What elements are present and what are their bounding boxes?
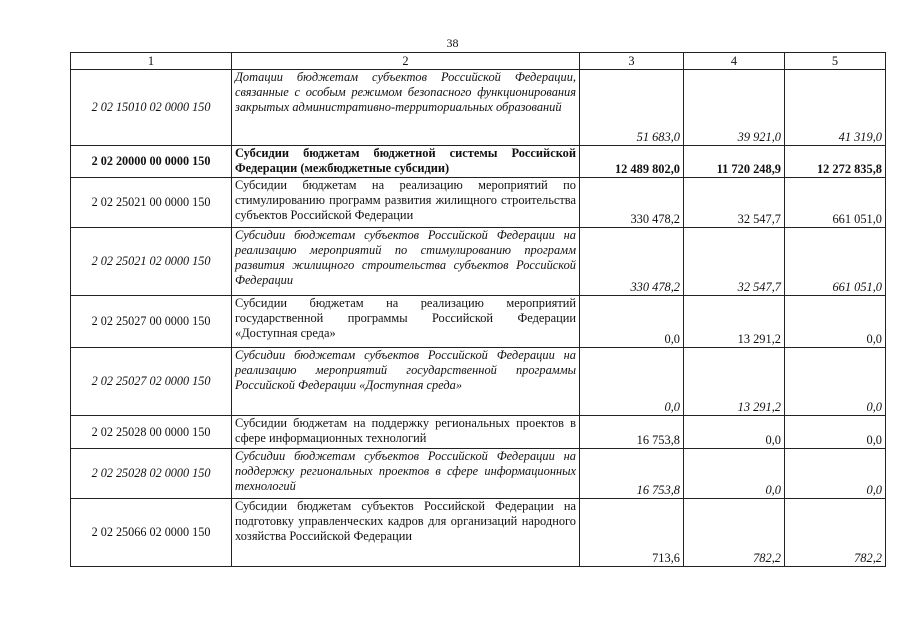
page-number: 38	[446, 36, 459, 50]
amount-cell-col4: 32 547,7	[684, 228, 785, 296]
amount-cell-col4: 782,2	[684, 499, 785, 567]
table-row	[71, 296, 886, 348]
table-row	[71, 348, 886, 416]
amount-cell-col5: 0,0	[785, 449, 886, 499]
amount-cell-col3: 16 753,8	[580, 449, 684, 499]
item-name-cell: Субсидии бюджетам субъектов Российской Федерации на реализацию мероприятий по стимулированию программ развития жилищного строительства субъектов Российской Федерации	[232, 228, 580, 296]
amount-cell-col4: 13 291,2	[684, 348, 785, 416]
column-number-row	[71, 53, 886, 70]
amount-cell-col4: 0,0	[684, 449, 785, 499]
table-row	[71, 449, 886, 499]
table-row	[71, 499, 886, 567]
item-name-cell: Субсидии бюджетам на реализацию мероприятий государственной программы Российской Федерации «Доступная среда»	[232, 296, 580, 348]
amount-cell-col3: 0,0	[580, 348, 684, 416]
column-number: 3	[580, 53, 684, 70]
amount-cell-col4: 11 720 248,9	[684, 146, 785, 178]
budget-code-cell: 2 02 15010 02 0000 150	[71, 70, 232, 146]
table-row	[71, 146, 886, 178]
amount-cell-col3: 51 683,0	[580, 70, 684, 146]
budget-code-cell: 2 02 20000 00 0000 150	[71, 146, 232, 178]
amount-cell-col5: 41 319,0	[785, 70, 886, 146]
amount-cell-col3: 16 753,8	[580, 416, 684, 449]
amount-cell-col4: 13 291,2	[684, 296, 785, 348]
amount-cell-col3: 330 478,2	[580, 178, 684, 228]
amount-cell-col5: 0,0	[785, 416, 886, 449]
item-name-cell: Дотации бюджетам субъектов Российской Федерации, связанные с особым режимом безопасного функционирования закрытых административно-территориальных образований	[232, 70, 580, 146]
item-name-cell: Субсидии бюджетам бюджетной системы Российской Федерации (межбюджетные субсидии)	[232, 146, 580, 178]
budget-code-cell: 2 02 25021 00 0000 150	[71, 178, 232, 228]
item-name-cell: Субсидии бюджетам субъектов Российской Федерации на реализацию мероприятий государственной программы Российской Федерации «Доступная среда»	[232, 348, 580, 416]
table-row	[71, 178, 886, 228]
amount-cell-col4: 39 921,0	[684, 70, 785, 146]
column-number: 5	[785, 53, 886, 70]
amount-cell-col3: 12 489 802,0	[580, 146, 684, 178]
amount-cell-col3: 713,6	[580, 499, 684, 567]
item-name-cell: Субсидии бюджетам субъектов Российской Федерации на поддержку региональных проектов в сфере информационных технологий	[232, 449, 580, 499]
amount-cell-col5: 661 051,0	[785, 178, 886, 228]
amount-cell-col5: 0,0	[785, 296, 886, 348]
budget-code-cell: 2 02 25021 02 0000 150	[71, 228, 232, 296]
table-row	[71, 228, 886, 296]
amount-cell-col5: 782,2	[785, 499, 886, 567]
amount-cell-col5: 0,0	[785, 348, 886, 416]
amount-cell-col4: 32 547,7	[684, 178, 785, 228]
amount-cell-col3: 0,0	[580, 296, 684, 348]
budget-code-cell: 2 02 25066 02 0000 150	[71, 499, 232, 567]
item-name-cell: Субсидии бюджетам на поддержку региональных проектов в сфере информационных технологий	[232, 416, 580, 449]
amount-cell-col4: 0,0	[684, 416, 785, 449]
column-number: 4	[684, 53, 785, 70]
budget-code-cell: 2 02 25028 00 0000 150	[71, 416, 232, 449]
table-row	[71, 70, 886, 146]
column-number: 1	[71, 53, 232, 70]
budget-code-cell: 2 02 25027 02 0000 150	[71, 348, 232, 416]
table-body	[71, 70, 886, 567]
column-number: 2	[232, 53, 580, 70]
budget-code-cell: 2 02 25028 02 0000 150	[71, 449, 232, 499]
amount-cell-col3: 330 478,2	[580, 228, 684, 296]
budget-code-cell: 2 02 25027 00 0000 150	[71, 296, 232, 348]
table-row	[71, 416, 886, 449]
amount-cell-col5: 12 272 835,8	[785, 146, 886, 178]
item-name-cell: Субсидии бюджетам субъектов Российской Федерации на подготовку управленческих кадров для организаций народного хозяйства Российской Федерации	[232, 499, 580, 567]
budget-table	[70, 52, 886, 567]
item-name-cell: Субсидии бюджетам на реализацию мероприятий по стимулированию программ развития жилищного строительства субъектов Российской Федерации	[232, 178, 580, 228]
amount-cell-col5: 661 051,0	[785, 228, 886, 296]
